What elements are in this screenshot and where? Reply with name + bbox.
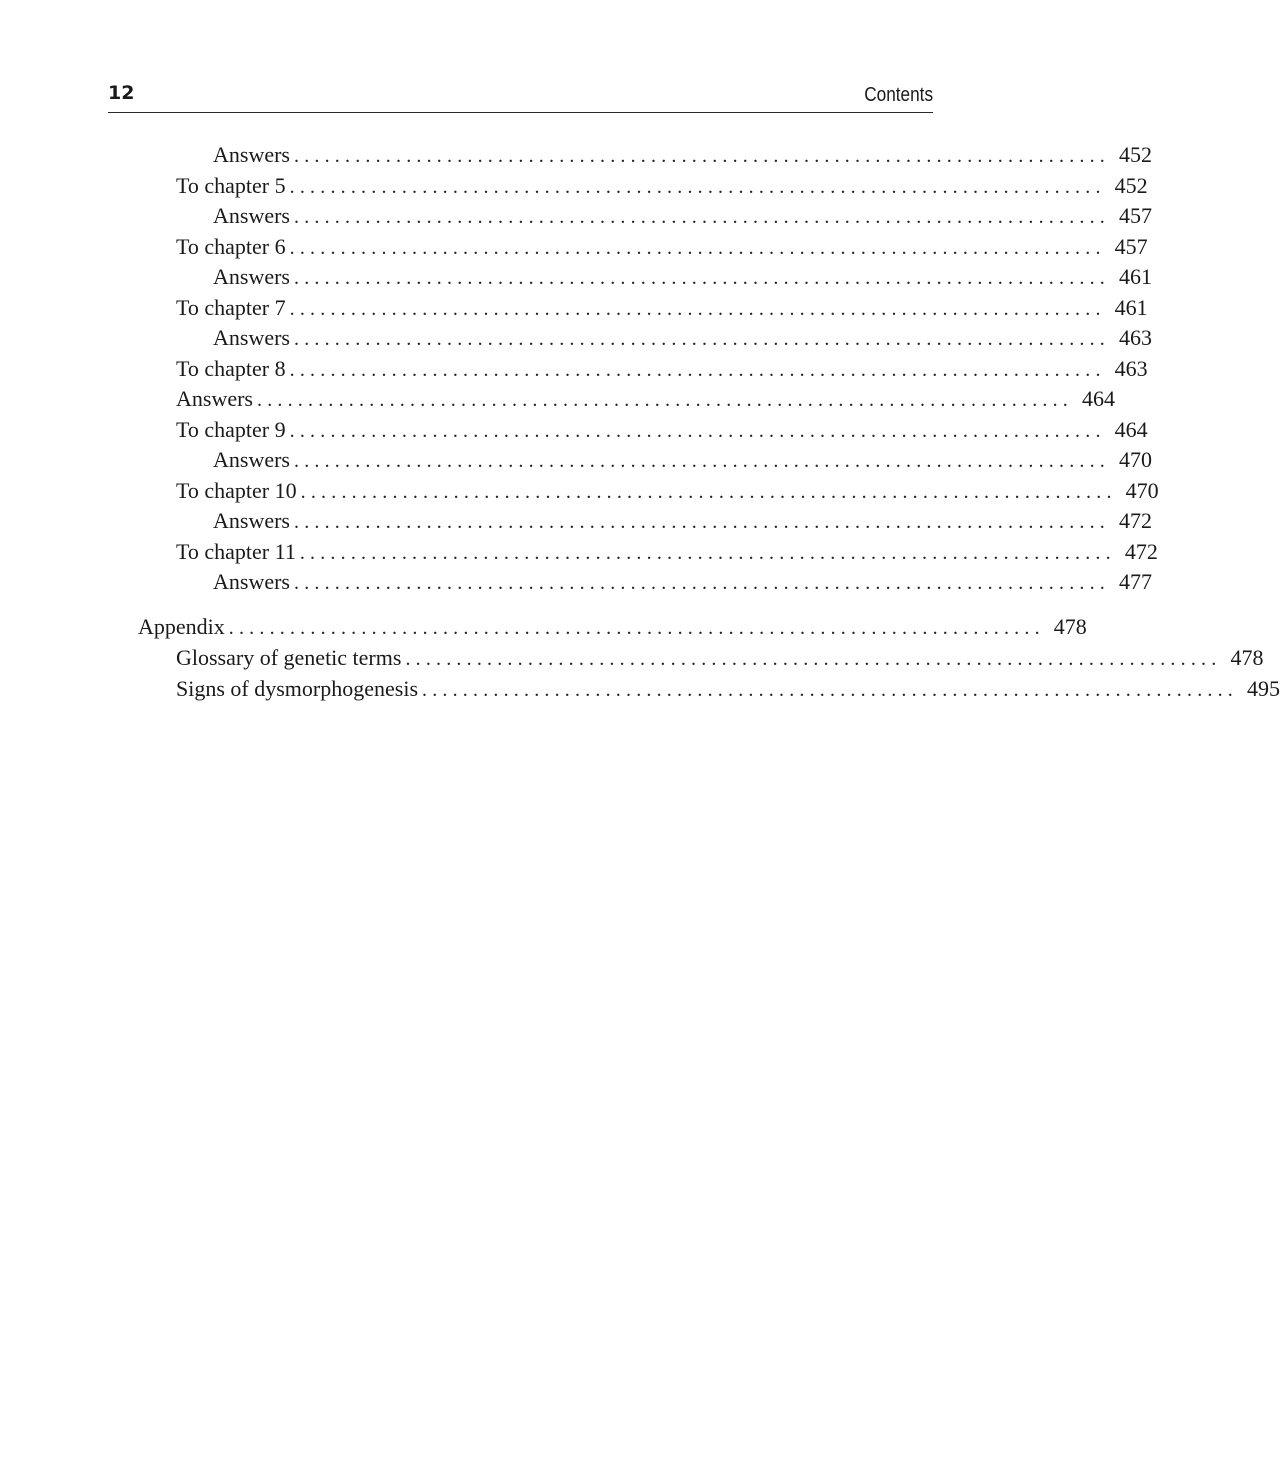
toc-entry-page: 478	[1053, 614, 1087, 639]
toc-entry-label: Answers	[213, 447, 290, 472]
dot-leader: ................................................................................	[289, 359, 1106, 381]
dot-leader: ................................................................................	[294, 328, 1110, 350]
toc-entry-page: 464	[1082, 386, 1115, 411]
toc-entry	[213, 567, 1152, 597]
toc-entry	[213, 201, 1152, 231]
toc-entry-label: Answers	[213, 142, 290, 167]
dot-leader: ................................................................................	[300, 481, 1117, 503]
toc-entry-page: 477	[1119, 569, 1152, 594]
toc-entry-page: 457	[1119, 203, 1152, 228]
dot-leader: ................................................................................	[294, 267, 1110, 289]
toc-entry	[176, 476, 1159, 506]
toc-entry-label: Glossary of genetic terms	[176, 645, 402, 670]
dot-leader: ................................................................................	[294, 572, 1110, 594]
dot-leader: ................................................................................	[289, 176, 1106, 198]
toc-entry-label: Answers	[176, 386, 253, 411]
page-number: 12	[108, 82, 135, 104]
dot-leader: ................................................................................	[289, 420, 1106, 442]
toc-entry-page: 463	[1119, 325, 1152, 350]
dot-leader: ................................................................................	[289, 237, 1106, 259]
dot-leader: ................................................................................	[405, 648, 1222, 670]
toc-entry-page: 457	[1114, 234, 1148, 259]
dot-leader: ................................................................................	[294, 145, 1110, 167]
dot-leader: ................................................................................	[289, 298, 1106, 320]
toc-entry-page: 464	[1114, 417, 1148, 442]
dot-leader: ................................................................................	[294, 511, 1110, 533]
toc-entry	[213, 323, 1152, 353]
toc-entry	[213, 506, 1152, 536]
toc-entry-label: Appendix	[138, 614, 225, 639]
toc-entry	[176, 415, 1148, 445]
page-header	[108, 82, 933, 112]
toc-entry	[176, 171, 1148, 201]
toc-entry	[176, 674, 1280, 704]
toc-entry	[176, 537, 1158, 567]
dot-leader: ................................................................................	[422, 679, 1238, 701]
toc-entry-page: 472	[1119, 508, 1152, 533]
dot-leader: ................................................................................	[294, 450, 1110, 472]
toc-entry-label: To chapter 5	[176, 173, 286, 198]
toc-entry-page: 461	[1119, 264, 1152, 289]
toc-entry-label: To chapter 7	[176, 295, 286, 320]
toc-entry-label: To chapter 10	[176, 478, 297, 503]
toc-entry-page: 461	[1114, 295, 1148, 320]
toc-entry-page: 470	[1119, 447, 1152, 472]
toc-entry-label: Answers	[213, 325, 290, 350]
toc-entry	[176, 643, 1264, 673]
toc-entry-label: Answers	[213, 203, 290, 228]
header-rule	[108, 112, 933, 113]
toc-entry	[176, 384, 1115, 414]
toc-entry-label: To chapter 8	[176, 356, 286, 381]
toc-entry	[213, 445, 1152, 475]
toc-entry	[213, 262, 1152, 292]
toc-entry	[176, 293, 1148, 323]
toc-entry-page: 478	[1230, 645, 1264, 670]
toc-entry-label: To chapter 9	[176, 417, 286, 442]
toc-entry-label: Answers	[213, 508, 290, 533]
dot-leader: ................................................................................	[294, 206, 1110, 228]
dot-leader: ................................................................................	[299, 542, 1116, 564]
toc-entry-label: Answers	[213, 569, 290, 594]
toc-entry-label: Answers	[213, 264, 290, 289]
toc-entry-page: 495	[1247, 676, 1280, 701]
toc-entry-label: Signs of dysmorphogenesis	[176, 676, 418, 701]
toc-entry-page: 470	[1125, 478, 1159, 503]
toc-entry-label: To chapter 11	[176, 539, 296, 564]
toc-entry-page: 463	[1114, 356, 1148, 381]
toc-entry	[176, 354, 1148, 384]
toc-entry	[213, 140, 1152, 170]
toc-entry-page: 472	[1124, 539, 1158, 564]
toc-entry-page: 452	[1114, 173, 1148, 198]
dot-leader: ................................................................................	[257, 389, 1073, 411]
toc-entry	[176, 232, 1148, 262]
running-title: Contents	[864, 84, 933, 106]
toc-entry	[138, 612, 1087, 642]
toc-entry-page: 452	[1119, 142, 1152, 167]
toc-entry-label: To chapter 6	[176, 234, 286, 259]
dot-leader: ................................................................................	[228, 617, 1045, 639]
